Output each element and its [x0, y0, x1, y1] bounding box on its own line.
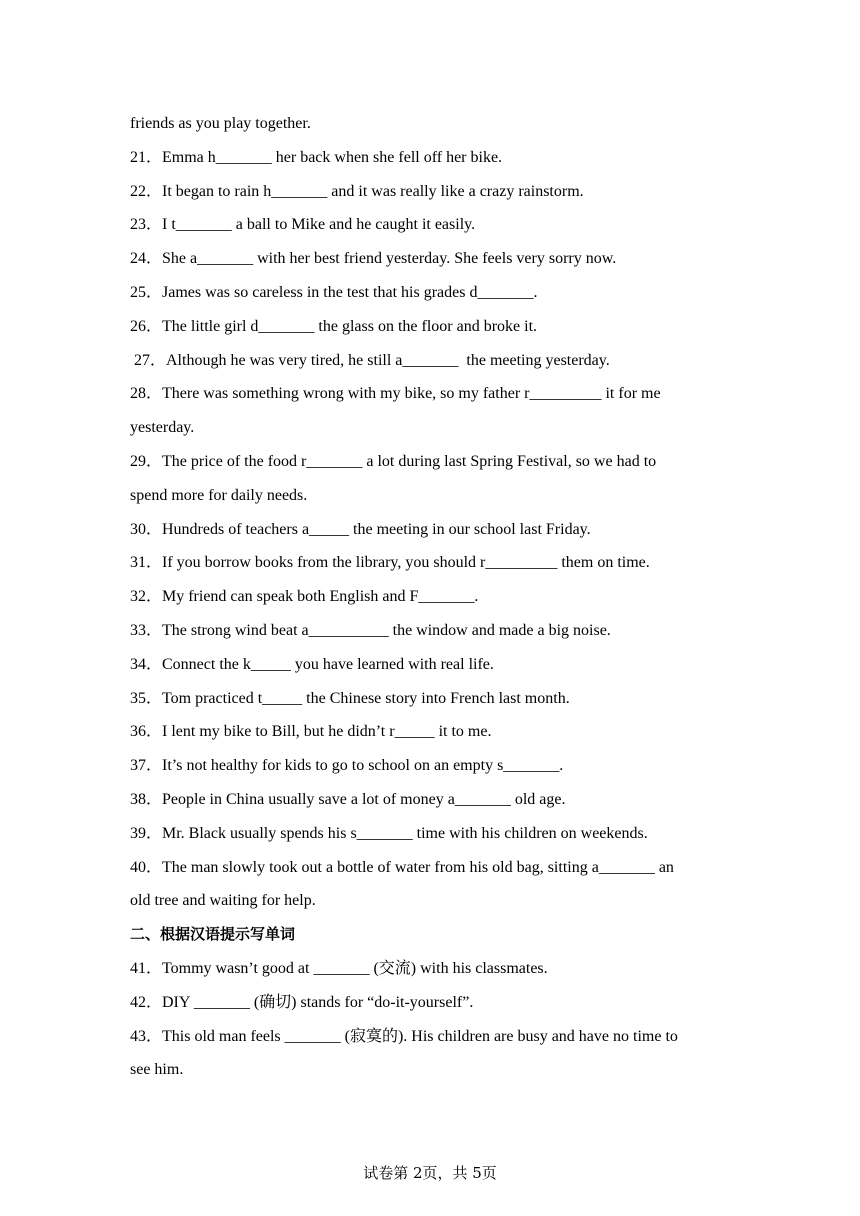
question-30: 30．Hundreds of teachers a_____ the meeting in our school last Friday.: [130, 520, 591, 538]
question-29: 29．The price of the food r_______ a lot during last Spring Festival, so we had to: [130, 452, 657, 470]
question-42: 42．DIY _______ (确切) stands for “do-it-yourself”.: [130, 993, 474, 1011]
text-line: friends as you play together.: [130, 115, 311, 132]
question-28: 28．There was something wrong with my bike, so my father r_________ it for me: [130, 385, 661, 403]
exam-page-content: [130, 107, 730, 1087]
question-24: 24．She a_______ with her best friend yesterday. She feels very sorry now.: [130, 250, 617, 268]
question-26: 26．The little girl d_______ the glass on the floor and broke it.: [130, 317, 538, 335]
question-37: 37．It’s not healthy for kids to go to school on an empty s_______.: [130, 757, 564, 775]
question-25: 25．James was so careless in the test that his grades d_______.: [130, 283, 538, 301]
question-43: 43．This old man feels _______ (寂寞的). His children are busy and have no time to: [130, 1027, 678, 1045]
question-36: 36．I lent my bike to Bill, but he didn’t r_____ it to me.: [130, 723, 492, 741]
question-43-continued: see him.: [130, 1061, 184, 1079]
question-21: 21．Emma h_______ her back when she fell off her bike.: [130, 148, 503, 166]
question-34: 34．Connect the k_____ you have learned with real life.: [130, 655, 494, 673]
question-35: 35．Tom practiced t_____ the Chinese story into French last month.: [130, 689, 570, 707]
question-27: 27．Although he was very tired, he still a_______ the meeting yesterday.: [130, 351, 610, 369]
question-41: 41．Tommy wasn’t good at _______ (交流) with his classmates.: [130, 959, 548, 977]
question-38: 38．People in China usually save a lot of money a_______ old age.: [130, 790, 566, 808]
question-40-continued: old tree and waiting for help.: [130, 892, 316, 910]
section-heading: 二、根据汉语提示写单词: [130, 925, 296, 944]
page-footer: 试卷第 2页，共 5页: [363, 1164, 497, 1182]
question-28-continued: yesterday.: [130, 419, 195, 437]
question-33: 33．The strong wind beat a__________ the window and made a big noise.: [130, 621, 611, 639]
question-23: 23．I t_______ a ball to Mike and he caught it easily.: [130, 216, 476, 234]
question-31: 31．If you borrow books from the library, you should r_________ them on time.: [130, 554, 650, 572]
question-40: 40．The man slowly took out a bottle of water from his old bag, sitting a_______ an: [130, 858, 674, 876]
question-22: 22．It began to rain h_______ and it was really like a crazy rainstorm.: [130, 182, 584, 200]
question-39: 39．Mr. Black usually spends his s_______ time with his children on weekends.: [130, 824, 648, 842]
question-32: 32．My friend can speak both English and F_______.: [130, 588, 479, 606]
question-29-continued: spend more for daily needs.: [130, 486, 308, 504]
